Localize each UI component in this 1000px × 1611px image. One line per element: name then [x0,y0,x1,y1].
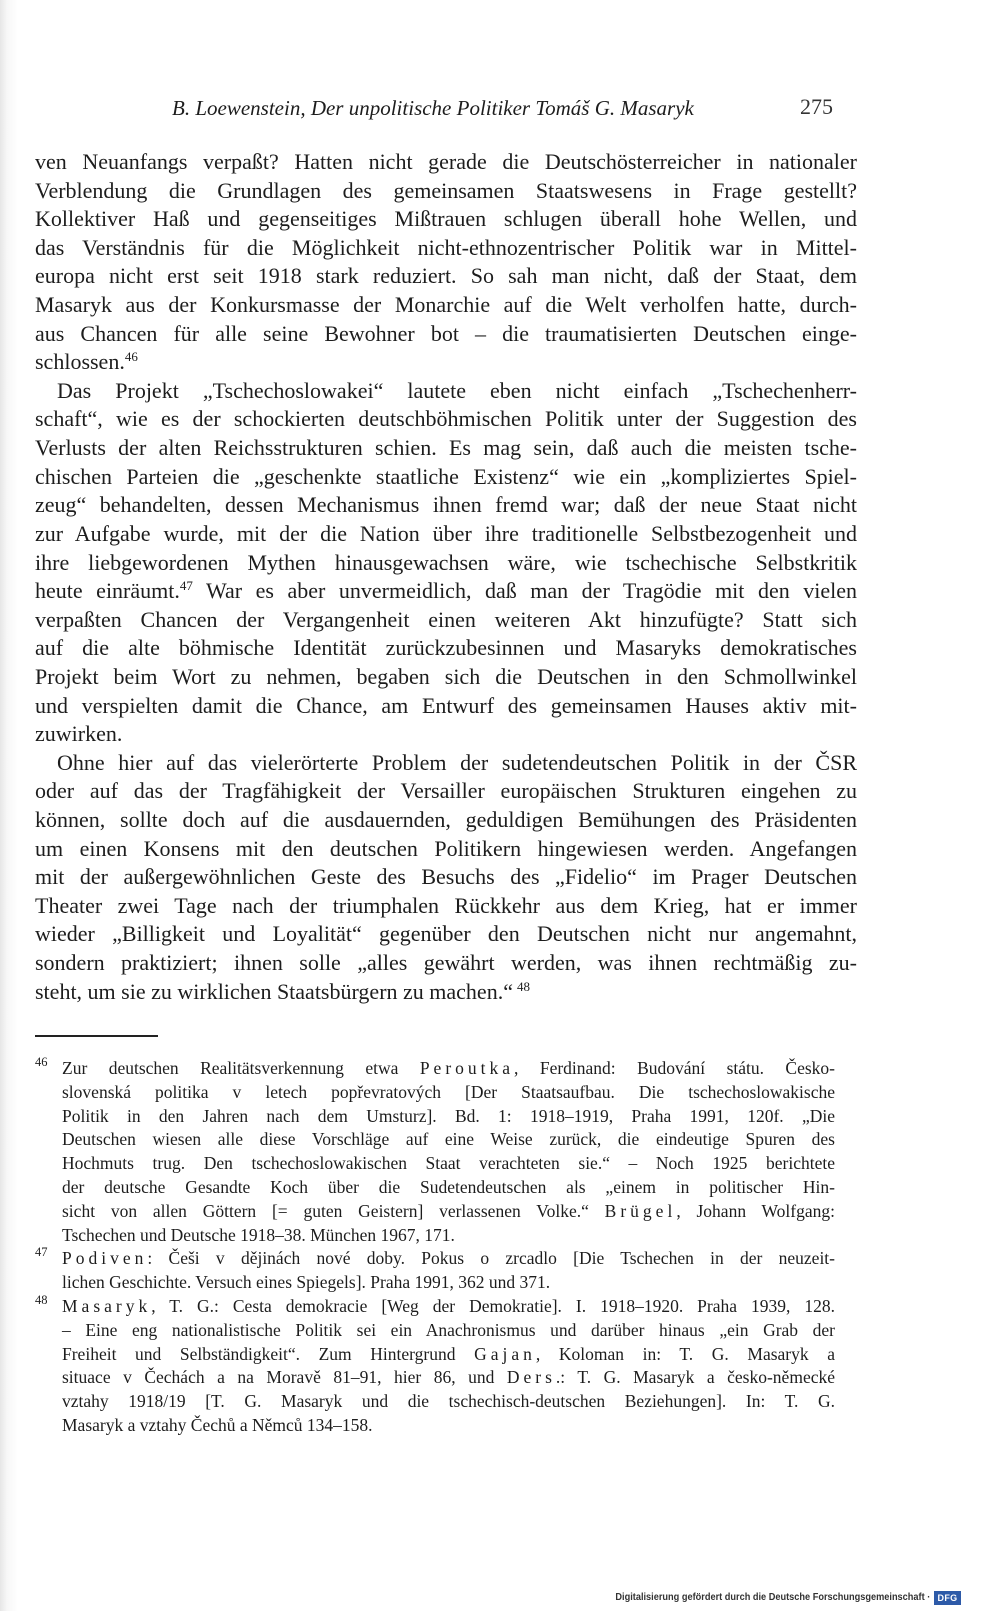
footnote-46 [35,1057,835,1247]
footnote-reference: 46 [124,349,138,365]
footnote-line [62,1200,835,1224]
footnote-separator [35,1035,158,1037]
text-line: Ohne hier auf das vielerörterte Problem der sudetendeutschen Politik in der ČSR [57,749,857,775]
footnote-line: slovenská politika v letech popřevratových [Der Staatsaufbau. Die tschechoslowakische [62,1081,835,1102]
line-text: , Johann Wolfgang: [676,1200,835,1221]
footnote-line: der deutsche Gesandte Koch über die Sudetendeutschen als „einem in politischer Hin- [62,1176,835,1197]
author-name: Brügel [604,1200,677,1221]
text-line: zuwirken. [35,721,123,747]
line-text: : Češi v dějinách nové doby. Pokus o zrcadlo [Die Tschechen in der neuzeit- [147,1248,835,1269]
footnote-number: 46 [35,1055,48,1069]
line-text: situace v Čechách a na Moravě 81–91, hier 86, und [62,1367,507,1388]
line-text: Zur deutschen Realitätsverkennung etwa [62,1058,420,1078]
footnote-48 [35,1292,835,1438]
text-line: Das Projekt „Tschechoslowakei“ lautete eben nicht einfach „Tschechenherr- [57,377,857,403]
text-line: oder auf das der Tragfähigkeit der Versailler europäischen Strukturen eingehen zu [35,778,857,804]
text-line: das Verständnis für die Möglichkeit nicht-ethnozentrischer Politik war in Mittel- [35,234,857,260]
text-line [35,577,857,606]
footnote-line [62,1247,835,1271]
text-line: um einen Konsens mit den deutschen Politikern hingewiesen werden. Angefangen [35,835,857,861]
text-line: Masaryk aus der Konkursmasse der Monarchie auf die Welt verholfen hatte, durch- [35,292,857,318]
text-line: Projekt beim Wort zu nehmen, begaben sich die Deutschen in den Schmollwinkel [35,663,857,689]
text-line: ven Neuanfangs verpaßt? Hatten nicht gerade die Deutschösterreicher in nationaler [35,149,857,174]
text-line [35,348,857,377]
footnote-line: Politik in den Jahren nach dem Umsturz]. Bd. 1: 1918–1919, Praha 1991, 120f. „Die [62,1105,835,1126]
text-line: können, sollte doch auf die ausdauernden, geduldigen Bemühungen des Präsidenten [35,807,857,833]
line-text: War es aber unvermeidlich, daß man der Tragödie mit den vielen [192,578,857,604]
author-name: Masaryk [62,1295,152,1316]
running-title: B. Loewenstein, Der unpolitische Politiker Tomáš G. Masaryk [172,96,694,120]
footnote-line [62,1057,835,1081]
footnote-line: Masaryk a vztahy Čechů a Němců 134–158. [62,1414,373,1435]
footnote-line: Hochmuts trug. Den tschechoslowakischen Staat verachteten sie.“ – Noch 1925 berichtete [62,1153,835,1174]
text-line: zeug“ behandelten, dessen Mechanismus ihnen fremd war; daß der neue Staat nicht [35,492,857,518]
line-text: schlossen. [35,349,125,375]
line-text: , T. G.: Cesta demokracie [Weg der Demokratie]. I. 1918–1920. Praha 1939, 128. [151,1295,835,1316]
text-line: wieder „Billigkeit und Loyalität“ gegenüber den Deutschen nicht nur angemahnt, [35,921,857,947]
author-name: Ders [506,1367,556,1388]
text-line: auf die alte böhmische Identität zurückzubesinnen und Masaryks demokratisches [35,635,857,661]
text-line: sondern praktiziert; ihnen solle „alles gewährt werden, was ihnen rechtmäßig zu- [35,950,857,976]
line-text: sicht von allen Göttern [= guten Geistern] verlassenen Volke.“ [62,1200,605,1221]
footnote-line: lichen Geschichte. Versuch eines Spiegels]. Praha 1991, 362 und 371. [62,1272,551,1293]
text-line: ihre liebgewordenen Mythen hinausgewachsen wäre, wie tschechische Selbstkritik [35,549,857,575]
footnote-reference: 47 [179,578,193,594]
footnote-number: 48 [35,1292,48,1307]
text-line: schaft“, wie es der schockierten deutschböhmischen Politik unter der Suggestion des [35,406,857,432]
footnote-47 [35,1247,835,1295]
footnotes [35,1057,835,1438]
dfg-logo: DFG [934,1591,961,1605]
footnote-line [62,1343,835,1367]
line-text: heute einräumt. [35,578,180,604]
footnote-line: – Eine eng nationalistische Politik sei ein Anachronismus und darüber hinaus „ein Grab der [62,1319,835,1340]
main-text [35,148,857,1006]
author-name: Peroutka [419,1058,515,1078]
author-name: Gajan [474,1343,536,1364]
text-line: Verlusts der alten Reichsstrukturen schien. Es mag sein, daß auch die meisten tsche- [35,435,857,461]
text-line: Kollektiver Haß und gegenseitiges Mißtrauen schlugen überall hohe Wellen, und [35,206,857,232]
funding-note: Digitalisierung gefördert durch die Deutsche Forschungsgemeinschaft · [615,1592,930,1603]
text-line: aus Chancen für alle seine Bewohner bot – die traumatisierten Deutschen einge- [35,320,857,346]
footnote-line: vztahy 1918/19 [T. G. Masaryk und die tschechisch-deutschen Beziehungen]. In: T. G. [62,1391,835,1412]
line-text: , Ferdinand: Budování státu. Česko- [514,1058,835,1078]
paragraph-2 [35,377,857,749]
footnote-line: Deutschen wiesen alle diese Vorschläge auf eine Weise zurück, die eindeutige Spuren des [62,1129,835,1150]
line-text: steht, um sie zu wirklichen Staatsbürgern zu machen.“ [35,978,513,1004]
text-line: Verblendung die Grundlagen des gemeinsamen Staatswesens in Frage gestellt? [35,177,857,203]
footnote-reference: 48 [516,978,530,994]
footnote-line [62,1295,835,1319]
line-text: Freiheit und Selbständigkeit“. Zum Hintergrund [62,1343,475,1364]
line-text: , Koloman in: T. G. Masaryk a [535,1343,835,1364]
line-text: .: T. G. Masaryk a česko-německé [555,1367,835,1388]
text-line: zur Aufgabe wurde, mit der die Nation über ihre traditionelle Selbstbezogenheit und [35,520,857,546]
author-name: Podiven [62,1248,148,1269]
text-line [35,978,857,1007]
paragraph-1 [35,148,857,377]
footnote-line: Tschechen und Deutsche 1918–38. München 1967, 171. [62,1224,455,1245]
text-line: chischen Parteien die „geschenkte staatliche Existenz“ wie ein „kompliziertes Spiel- [35,463,857,489]
paragraph-3 [35,749,857,1006]
footnote-number: 47 [35,1245,48,1260]
text-line: europa nicht erst seit 1918 stark reduziert. So sah man nicht, daß der Staat, dem [35,263,857,289]
text-line: mit der außergewöhnlichen Geste des Besuchs des „Fidelio“ im Prager Deutschen [35,864,857,890]
text-line: verpaßten Chancen der Vergangenheit einen weiteren Akt hinzufügte? Statt sich [35,606,857,632]
footnote-line [62,1366,835,1390]
text-line: und verspielten damit die Chance, am Entwurf des gemeinsamen Hauses aktiv mit- [35,692,857,718]
text-line: Theater zwei Tage nach der triumphalen Rückkehr aus dem Krieg, hat er immer [35,892,857,918]
page-number: 275 [800,94,833,119]
